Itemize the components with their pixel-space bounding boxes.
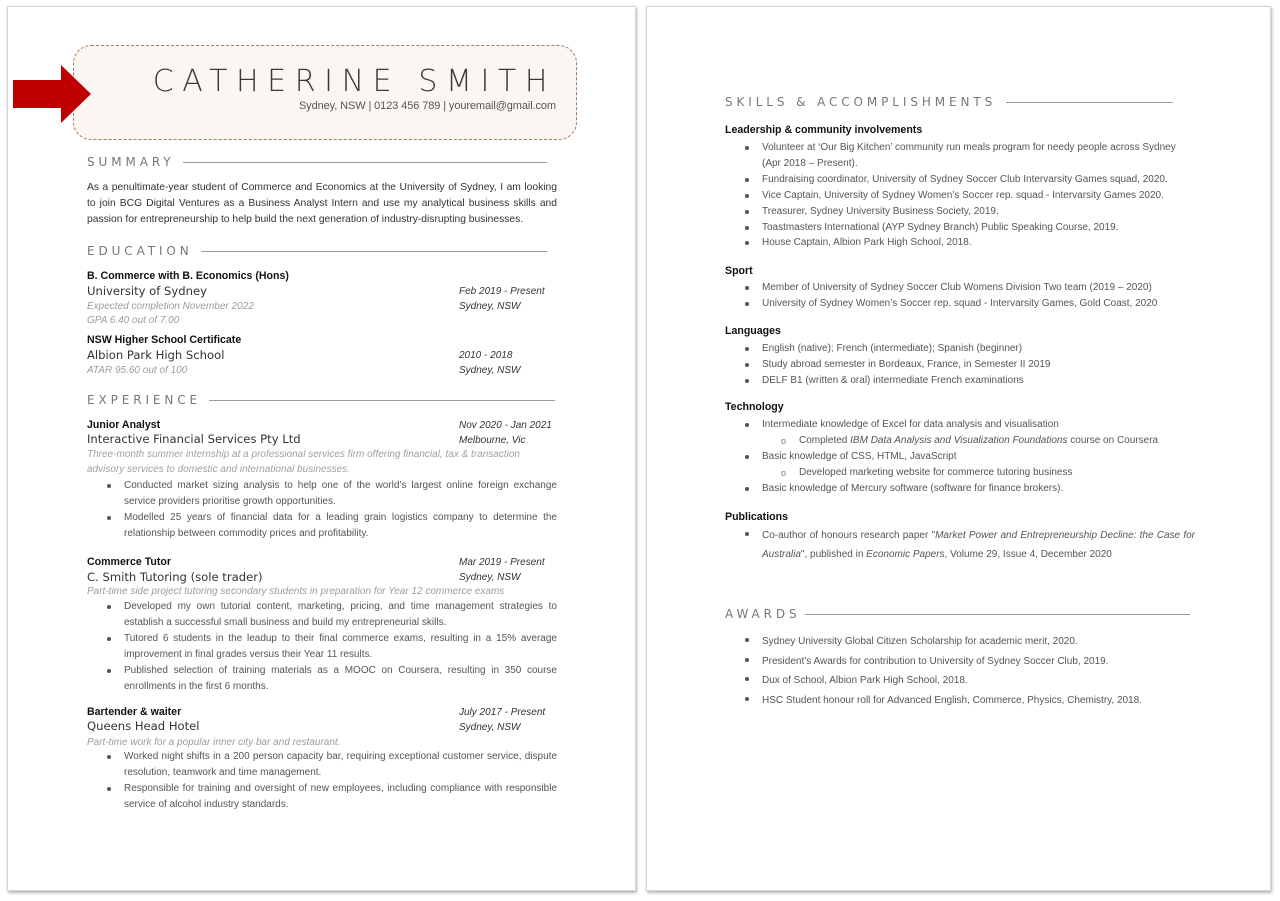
sport-heading: Sport [725,265,753,277]
job-title: Commerce Tutor [87,556,171,568]
candidate-name: CATHERINE SMITH [152,64,556,99]
publications-list [725,526,1195,564]
red-arrow-icon [13,65,93,123]
summary-text: As a penultimate-year student of Commerce and Economics at the University of Sydney, I am looking to join BCG Digital Ventures as a Business Analyst Intern and use my analytical business skills and passion for entrepreneurship to help build the next generation of industry-disrupting businesses. [87,182,557,225]
bullet-item: Dux of School, Albion Park High School, 2018. [725,671,1195,691]
pub-text: , Volume 29, Issue 4, December 2020 [944,549,1112,560]
job-location: Sydney, NSW [459,572,521,583]
bullet-item [725,449,1195,481]
bullet-item [725,526,1195,564]
company: Interactive Financial Services Pty Ltd [87,432,301,446]
sub-text: Developed marketing website for commerce tutoring business [799,466,1073,478]
sub-text: Completed [799,434,851,446]
job-location: Sydney, NSW [459,722,521,733]
summary-heading [87,155,547,169]
sub-text: course on Coursera [1067,434,1159,446]
awards-list [725,632,1195,710]
technology-heading: Technology [725,401,784,413]
institution: Albion Park High School [87,348,225,362]
contact-line: Sydney, NSW | 0123 456 789 | youremail@gmail.com [298,100,556,112]
awards-heading [725,607,1190,621]
degree-title: B. Commerce with B. Economics (Hons) [87,270,289,282]
skills-heading-text: SKILLS & ACCOMPLISHMENTS [725,95,997,109]
course-title: IBM Data Analysis and Visualization Foundations [850,434,1068,446]
bullet-item: Developed my own tutorial content, marketing, pricing, and time management strategies to establish a successful small business and build my entrepreneurial skills. [87,599,557,631]
bullet-item: Responsible for training and oversight of new employees, including compliance with responsible service of alcohol industry standards. [87,781,557,813]
job-description: Part-time work for a popular inner city bar and restaurant. [87,737,341,748]
sub-list [762,433,1195,449]
bullet-item: Tutored 6 students in the leadup to their final commerce exams, resulting in a 15% average improvement in final grades versus their Year 11 results. [87,631,557,663]
bullet-text: Intermediate knowledge of Excel for data analysis and visualisation [762,419,1059,430]
bullet-item: DELF B1 (written & oral) intermediate French examinations [725,373,1195,389]
languages-heading: Languages [725,325,781,337]
awards-heading-text: AWARDS [725,607,801,621]
section-divider [209,400,555,401]
company: Queens Head Hotel [87,719,200,733]
experience-heading-text: EXPERIENCE [87,393,202,407]
job-title: Junior Analyst [87,419,161,431]
bullet-item: Conducted market sizing analysis to help one of the world’s largest online foreign exchange service providers prioritise growth opportunities. [87,478,557,510]
leadership-list [725,140,1195,251]
pub-text: ", published in [800,549,867,560]
bullet-item: English (native); French (intermediate); Spanish (beginner) [725,341,1195,357]
sub-list [762,465,1195,481]
languages-list [725,341,1195,389]
job-location: Melbourne, Vic [459,435,526,446]
journal-name: Economic Papers [866,549,945,560]
edu-note: ATAR 95.60 out of 100 [87,365,188,376]
technology-list [725,417,1195,497]
bullet-item: Published selection of training materials as a MOOC on Coursera, resulting in 350 course enrollments in the first 6 months. [87,663,557,695]
edu-location: Sydney, NSW [459,301,521,312]
job-description: Three-month summer internship at a professional services firm offering financial, tax & transaction advisory services to domestic and international businesses. [87,449,520,475]
job-bullets [87,599,557,695]
bullet-item: Basic knowledge of Mercury software (software for finance brokers). [725,481,1195,497]
degree-title: NSW Higher School Certificate [87,334,242,346]
section-divider [805,614,1190,615]
sub-bullet-item [762,433,1195,449]
bullet-item: Modelled 25 years of financial data for a leading grain logistics company to determine the relationship between commodity prices and profitability. [87,510,557,542]
sport-list [725,280,1195,312]
institution: University of Sydney [87,284,207,298]
bullet-item: University of Sydney Women’s Soccer rep. squad - Intervarsity Games, Gold Coast, 2020 [725,296,1195,312]
summary-heading-text: SUMMARY [87,155,175,169]
bullet-item [725,417,1195,449]
edu-note: Expected completion November 2022 [87,301,254,312]
job-bullets [87,749,557,813]
bullet-item: President’s Awards for contribution to University of Sydney Soccer Club, 2019. [725,652,1195,672]
experience-heading [87,393,555,407]
section-divider [201,251,547,252]
bullet-item: Sydney University Global Citizen Scholarship for academic merit, 2020. [725,632,1195,652]
job-title: Bartender & waiter [87,706,182,718]
bullet-text: Basic knowledge of CSS, HTML, JavaScript [762,450,957,462]
education-heading [87,244,547,258]
edu-note: GPA 6.40 out of 7.00 [87,315,180,326]
job-description: Part-time side project tutoring secondary students in preparation for Year 12 commerce exams [87,586,505,597]
sub-bullet-item [762,465,1195,481]
job-dates: Mar 2019 - Present [459,557,545,568]
bullet-item: Study abroad semester in Bordeaux, France, in Semester II 2019 [725,357,1195,373]
job-bullets [87,478,557,542]
job-dates: Nov 2020 - Jan 2021 [459,420,552,431]
leadership-heading: Leadership & community involvements [725,124,923,136]
skills-heading [725,95,1173,109]
bullet-item: Fundraising coordinator, University of Sydney Soccer Club Intervarsity Games squad, 2020. [725,172,1195,188]
header-highlight-box [73,45,577,140]
bullet-item: House Captain, Albion Park High School, 2018. [725,235,1195,251]
company: C. Smith Tutoring (sole trader) [87,570,263,584]
edu-dates: 2010 - 2018 [459,350,513,361]
bullet-item: Vice Captain, University of Sydney Women’s Soccer rep. squad - Intervarsity Games 2020. [725,188,1195,204]
edu-location: Sydney, NSW [459,365,521,376]
pub-text: Co-author of honours research paper " [762,530,936,541]
bullet-item: Toastmasters International (AYP Sydney Branch) Public Speaking Course, 2019. [725,220,1195,236]
bullet-item: Treasurer, Sydney University Business Society, 2019. [725,204,1195,220]
job-dates: July 2017 - Present [459,707,546,718]
section-divider [1006,102,1173,103]
publications-heading: Publications [725,511,788,523]
bullet-item: Member of University of Sydney Soccer Club Womens Division Two team (2019 – 2020) [725,280,1195,296]
education-heading-text: EDUCATION [87,244,193,258]
section-divider [183,162,547,163]
edu-dates: Feb 2019 - Present [459,286,545,297]
bullet-item: Volunteer at ‘Our Big Kitchen’ community run meals program for needy people across Sydney (Apr 2018 – Present). [725,140,1195,172]
paper-title: Market Power and Entrepreneurship Decline: the Case for Australia [762,530,1195,560]
bullet-item: Worked night shifts in a 200 person capacity bar, requiring exceptional customer service, dispute resolution, teamwork and time management. [87,749,557,781]
bullet-item: HSC Student honour roll for Advanced English, Commerce, Physics, Chemistry, 2018. [725,691,1195,711]
